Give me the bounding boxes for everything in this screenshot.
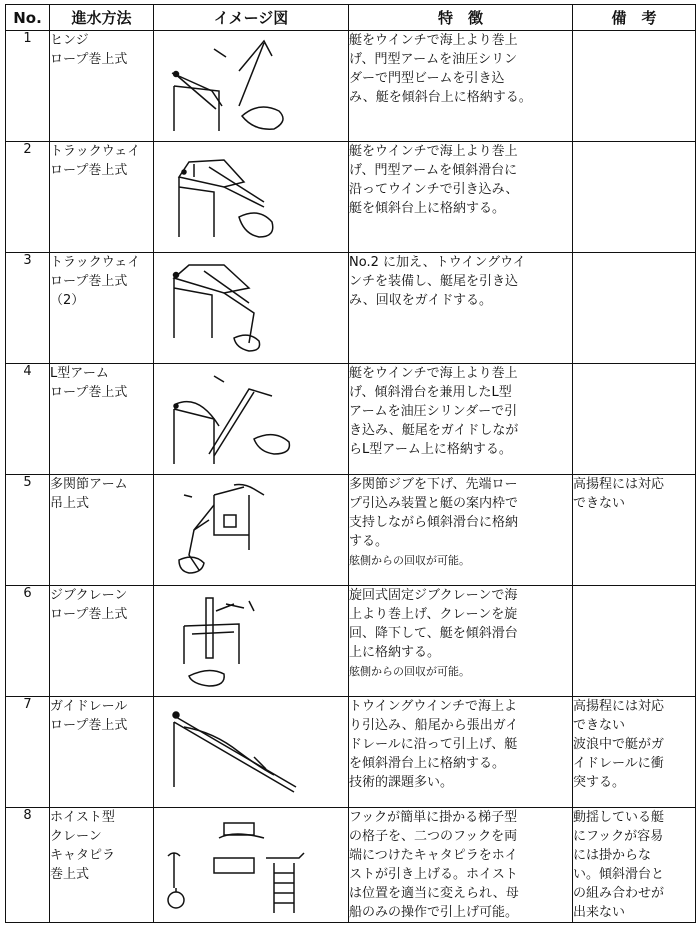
method-line: （2） xyxy=(50,293,85,308)
jib-crane-icon xyxy=(154,586,314,696)
row-number: 8 xyxy=(6,808,50,923)
launch-method xyxy=(50,142,154,253)
feature-cell xyxy=(349,364,573,475)
method-line: 巻上式 xyxy=(50,867,90,882)
feature-line: 艇を傾斜台上に格納する。 xyxy=(349,201,506,216)
feature-line: 艇をウインチで海上より巻上 xyxy=(349,366,518,381)
row-number: 5 xyxy=(6,475,50,586)
feature-line: り引込み、船尾から張出ガイ xyxy=(349,718,519,733)
image-cell xyxy=(154,142,349,253)
launch-method-table xyxy=(5,4,696,923)
header-image: イメージ図 xyxy=(154,5,349,31)
multi-joint-arm-icon xyxy=(154,475,314,585)
launch-method xyxy=(50,31,154,142)
remark-line: い。傾斜滑台と xyxy=(573,867,665,882)
launch-method xyxy=(50,475,154,586)
feature-line: を傾斜滑台上に格納する。 xyxy=(349,756,506,771)
row-number: 4 xyxy=(6,364,50,475)
remark-line: イドレールに衝 xyxy=(573,756,664,771)
method-line: ロープ巻上式 xyxy=(50,163,128,178)
table-row xyxy=(6,253,696,364)
method-line: ガイドレール xyxy=(50,699,128,714)
trackway-rope-winch-2-icon xyxy=(154,253,314,363)
method-line: ロープ巻上式 xyxy=(50,718,128,733)
feature-line: 旋回式固定ジブクレーンで海 xyxy=(349,588,518,603)
image-cell xyxy=(154,31,349,142)
method-line: キャタピラ xyxy=(50,848,116,863)
header-method: 進水方法 xyxy=(50,5,154,31)
method-line: ホイスト型 xyxy=(50,810,115,825)
feature-line: み、回収をガイドする。 xyxy=(349,293,493,308)
feature-line: フックが簡単に掛かる梯子型 xyxy=(349,810,518,825)
feature-cell xyxy=(349,697,573,808)
image-cell xyxy=(154,364,349,475)
row-number: 6 xyxy=(6,586,50,697)
method-line: L型アーム xyxy=(50,366,109,381)
l-arm-rope-winch-icon xyxy=(154,364,314,474)
feature-line: 端につけたキャタピラをホイ xyxy=(349,848,518,863)
method-line: ロープ巻上式 xyxy=(50,385,128,400)
header-feature: 特 徴 xyxy=(349,5,573,31)
hoist-crane-caterpillar-icon xyxy=(154,808,314,918)
image-cell xyxy=(154,697,349,808)
method-line: ヒンジ xyxy=(50,33,89,48)
remark-line: には掛からな xyxy=(573,848,652,863)
remark-line: 出来ない xyxy=(573,905,626,920)
remark-line: 高揚程には対応 xyxy=(573,477,665,492)
feature-line: 上に格納する。 xyxy=(349,645,441,660)
launch-method xyxy=(50,808,154,923)
remark-line: できない xyxy=(573,718,626,733)
method-line: トラックウェイ xyxy=(50,255,141,270)
feature-line: アームを油圧シリンダーで引 xyxy=(349,404,518,419)
feature-line: き込み、艇尾をガイドしなが xyxy=(349,423,519,438)
method-line: 多関節アーム xyxy=(50,477,128,492)
table-row xyxy=(6,364,696,475)
guide-rail-icon xyxy=(154,697,314,807)
feature-line: 支持しながら傾斜滑台に格納 xyxy=(349,515,519,530)
remark-line: にフックが容易 xyxy=(573,829,664,844)
image-cell xyxy=(154,586,349,697)
feature-line: 艇をウインチで海上より巻上 xyxy=(349,33,518,48)
method-line: 吊上式 xyxy=(50,496,90,511)
feature-line: げ、門型アームを傾斜滑台に xyxy=(349,163,518,178)
feature-line: トウイングウインチで海上よ xyxy=(349,699,517,714)
method-line: ロープ巻上式 xyxy=(50,52,128,67)
feature-line: 回、降下して、艇を傾斜滑台 xyxy=(349,626,518,641)
header-no: No. xyxy=(6,5,50,31)
table-row xyxy=(6,808,696,923)
feature-line: 沿ってウインチで引き込み、 xyxy=(349,182,519,197)
method-line: ロープ巻上式 xyxy=(50,607,128,622)
remark-line: 高揚程には対応 xyxy=(573,699,665,714)
feature-cell xyxy=(349,253,573,364)
row-number: 2 xyxy=(6,142,50,253)
remark-line: 動揺している艇 xyxy=(573,810,665,825)
remarks-cell xyxy=(573,31,696,142)
feature-line: プ引込み装置と艇の案内枠で xyxy=(349,496,519,511)
table-row xyxy=(6,475,696,586)
feature-cell xyxy=(349,31,573,142)
header-remarks: 備 考 xyxy=(573,5,696,31)
feature-line: ダーで門型ビームを引き込 xyxy=(349,71,505,86)
remark-line: 突する。 xyxy=(573,775,626,790)
row-number: 3 xyxy=(6,253,50,364)
remark-line: の組み合わせが xyxy=(573,886,665,901)
remarks-cell xyxy=(573,364,696,475)
remark-line: できない xyxy=(573,496,626,511)
feature-cell xyxy=(349,586,573,697)
feature-line: げ、門型アームを油圧シリン xyxy=(349,52,518,67)
feature-cell xyxy=(349,475,573,586)
feature-line: 船のみの操作で引上げ可能。 xyxy=(349,905,519,920)
hinge-rope-winch-icon xyxy=(154,31,314,141)
feature-cell xyxy=(349,142,573,253)
table-row xyxy=(6,142,696,253)
feature-line: 技術的課題多い。 xyxy=(349,775,454,790)
feature-line: は位置を適当に変えられ、母 xyxy=(349,886,519,901)
image-cell xyxy=(154,475,349,586)
table-row xyxy=(6,586,696,697)
trackway-rope-winch-icon xyxy=(154,142,314,252)
remarks-cell xyxy=(573,808,696,923)
feature-line: の格子を、二つのフックを両 xyxy=(349,829,518,844)
feature-line: み、艇を傾斜台上に格納する。 xyxy=(349,90,532,105)
feature-line: らL型アーム上に格納する。 xyxy=(349,442,512,457)
feature-line: する。 xyxy=(349,534,389,549)
method-line: トラックウェイ xyxy=(50,144,141,159)
launch-method xyxy=(50,586,154,697)
row-number: 1 xyxy=(6,31,50,142)
feature-line: 上より巻上げ、クレーンを旋 xyxy=(349,607,518,622)
feature-line: ドレールに沿って引上げ、艇 xyxy=(349,737,518,752)
remarks-cell xyxy=(573,475,696,586)
feature-cell xyxy=(349,808,573,923)
header-row xyxy=(6,5,696,31)
feature-line: No.2 に加え、トウイングウイ xyxy=(349,255,526,270)
method-line: ロープ巻上式 xyxy=(50,274,128,289)
feature-note: 舷側からの回収が可能。 xyxy=(349,554,470,567)
feature-note: 舷側からの回収が可能。 xyxy=(349,665,470,678)
feature-line: ンチを装備し、艇尾を引き込 xyxy=(349,274,519,289)
feature-line: ストが引き上げる。ホイスト xyxy=(349,867,518,882)
launch-method xyxy=(50,364,154,475)
remarks-cell xyxy=(573,253,696,364)
remark-line: 波浪中で艇がガ xyxy=(573,737,665,752)
remarks-cell xyxy=(573,142,696,253)
row-number: 7 xyxy=(6,697,50,808)
remarks-cell xyxy=(573,586,696,697)
feature-line: 艇をウインチで海上より巻上 xyxy=(349,144,518,159)
method-line: ジブクレーン xyxy=(50,588,128,603)
image-cell xyxy=(154,253,349,364)
feature-line: 多関節ジブを下げ、先端ロー xyxy=(349,477,518,492)
table-row xyxy=(6,31,696,142)
remarks-cell xyxy=(573,697,696,808)
image-cell xyxy=(154,808,349,923)
method-line: クレーン xyxy=(50,829,102,844)
launch-method xyxy=(50,697,154,808)
feature-line: げ、傾斜滑台を兼用したL型 xyxy=(349,385,512,400)
launch-method xyxy=(50,253,154,364)
table-row xyxy=(6,697,696,808)
